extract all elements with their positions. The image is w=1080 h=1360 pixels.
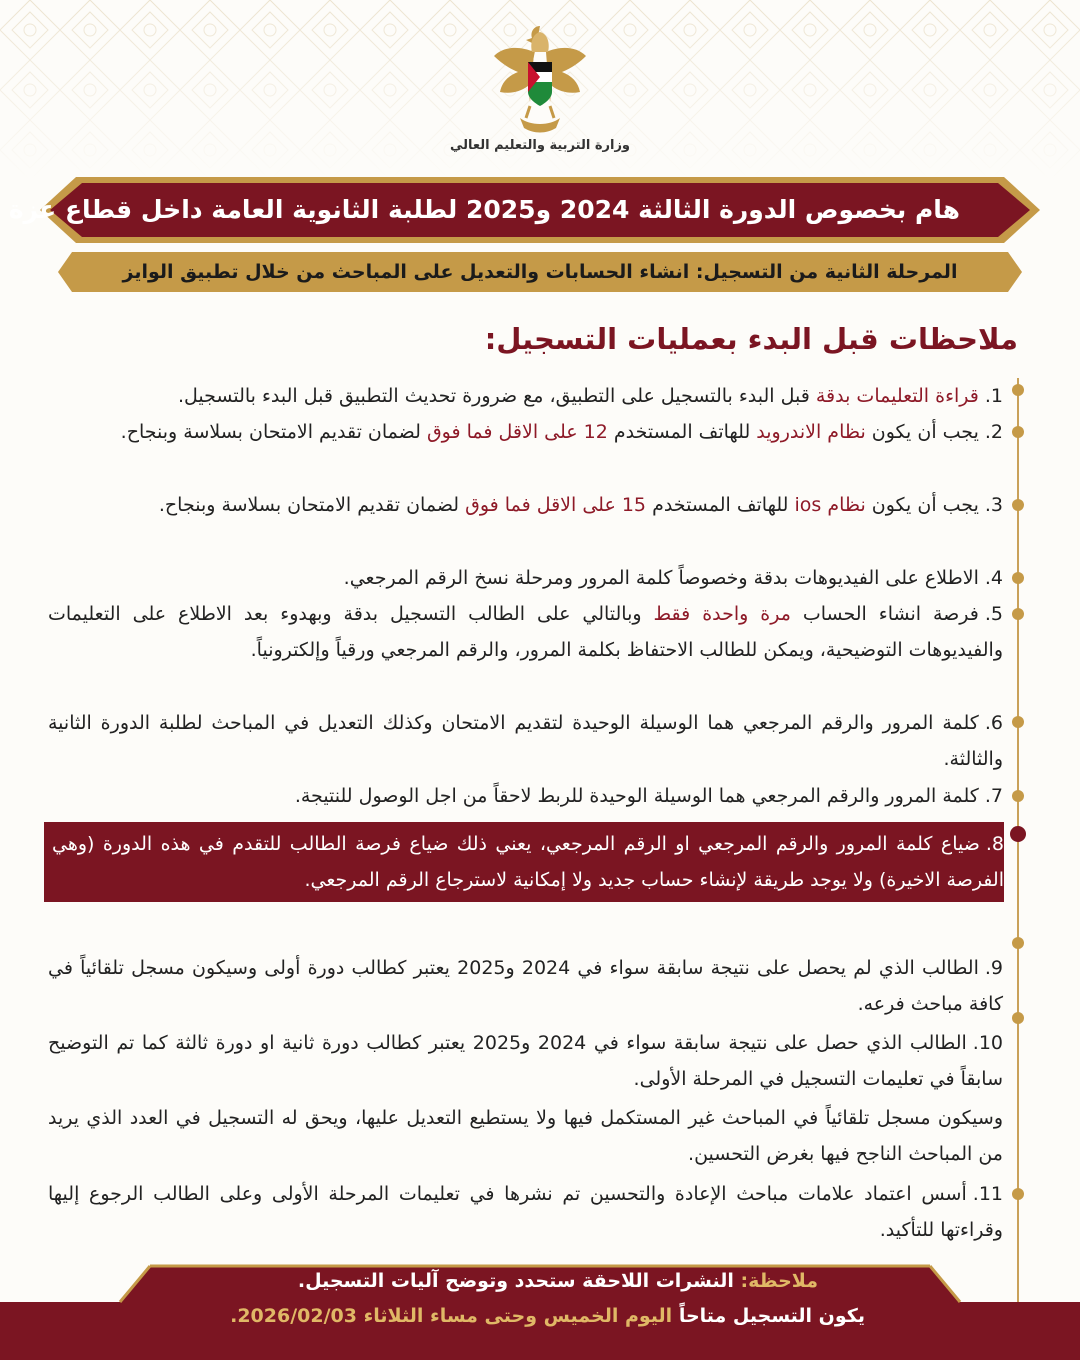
note-item-9: 9.الطالب الذي لم يحصل على نتيجة سابقة سواء في 2024 و2025 يعتبر كطالب دورة أولى وسيكون مسجل تلقائياً في كافة مباحث فرعه. bbox=[48, 957, 1003, 1015]
timeline-dot bbox=[1012, 1012, 1024, 1024]
footer-note: ملاحظة: النشرات اللاحقة ستحدد وتوضح آليات التسجيل. bbox=[297, 1270, 818, 1292]
timeline-dot bbox=[1012, 937, 1024, 949]
page-title: هام بخصوص الدورة الثالثة 2024 و2025 لطلبة الثانوية العامة داخل قطاع غزة bbox=[8, 195, 960, 224]
note-item-7: 7.كلمة المرور والرقم المرجعي هما الوسيلة الوحيدة للربط لاحقاً من اجل الوصول للنتيجة. bbox=[294, 785, 1003, 807]
timeline-dot bbox=[1012, 1188, 1024, 1200]
note-item-1: 1.قراءة التعليمات بدقة قبل البدء بالتسجيل على التطبيق، مع ضرورة تحديث التطبيق قبل البدء بالتسجيل. bbox=[177, 385, 1003, 407]
note-item-5: 5.فرصة انشاء الحساب مرة واحدة فقط وبالتالي على الطالب التسجيل بدقة وبهدوء بعد الاطلاع على التعليمات والفيديوهات التوضيحية، ويمكن للطالب الاحتفاظ بكلمة المرور، والرقم المرجعي ورقياً وإلكترونياً. bbox=[48, 603, 1003, 661]
timeline-dot bbox=[1012, 426, 1024, 438]
page-subtitle: المرحلة الثانية من التسجيل: انشاء الحسابات والتعديل على المباحث من خلال تطبيق الوايز bbox=[122, 261, 958, 283]
note-item-6: 6.كلمة المرور والرقم المرجعي هما الوسيلة الوحيدة لتقديم الامتحان وكذلك التعديل في المباحث لطلبة الدورة الثانية والثالثة. bbox=[48, 712, 1003, 770]
subtitle-banner bbox=[58, 252, 1022, 292]
note-item-8-highlighted: 8.ضياع كلمة المرور والرقم المرجعي او الرقم المرجعي، يعني ذلك ضياع فرصة الطالب للتقدم في هذه الدورة (وهي الفرصة الاخيرة) ولا يوجد طريقة لإنشاء حساب جديد ولا إمكانية لاسترجاع الرقم المرجعي. bbox=[44, 822, 1004, 902]
timeline-dot bbox=[1012, 572, 1024, 584]
timeline-dot bbox=[1012, 790, 1024, 802]
note-item-11: 11.أسس اعتماد علامات مباحث الإعادة والتحسين تم نشرها في تعليمات المرحلة الأولى وعلى الطالب الرجوع إليها وقراءتها للتأكيد. bbox=[48, 1183, 1003, 1241]
note-item-2: 2.يجب أن يكون نظام الاندرويد للهاتف المستخدم 12 على الاقل فما فوق لضمان تقديم الامتحان بسلاسة وبنجاح. bbox=[120, 421, 1003, 443]
notes-heading: ملاحظات قبل البدء بعمليات التسجيل: bbox=[484, 322, 1018, 356]
timeline-dot bbox=[1012, 608, 1024, 620]
note-item-10-continued: وسيكون مسجل تلقائياً في المباحث غير المستكمل فيها ولا يستطيع التعديل عليها، ويحق له التسجيل في العدد الذي يريد من المباحث الناجح فيها بغرض التحسين. bbox=[48, 1107, 1003, 1165]
timeline-line bbox=[1017, 378, 1019, 1328]
note-item-3: 3.يجب أن يكون نظام ios للهاتف المستخدم 15 على الاقل فما فوق لضمان تقديم الامتحان بسلاسة وبنجاح. bbox=[158, 494, 1003, 516]
ministry-name: وزارة التربية والتعليم العالي bbox=[449, 138, 631, 153]
timeline-dot-highlight bbox=[1010, 826, 1026, 842]
note-item-10: 10.الطالب الذي حصل على نتيجة سابقة سواء في 2024 و2025 يعتبر كطالب دورة ثانية او دورة ثالثة كما تم التوضيح سابقاً في تعليمات التسجيل في المرحلة الأولى. bbox=[48, 1032, 1004, 1090]
footer-registration-period: يكون التسجيل متاحاً اليوم الخميس وحتى مساء الثلاثاء 2026/02/03. bbox=[230, 1305, 865, 1327]
note-item-4: 4.الاطلاع على الفيديوهات بدقة وخصوصاً كلمة المرور ومرحلة نسخ الرقم المرجعي. bbox=[343, 567, 1003, 589]
timeline-dot bbox=[1012, 716, 1024, 728]
timeline-dot bbox=[1012, 384, 1024, 396]
title-banner bbox=[8, 175, 1040, 245]
timeline-dot bbox=[1012, 499, 1024, 511]
palestine-eagle-emblem bbox=[490, 22, 590, 142]
